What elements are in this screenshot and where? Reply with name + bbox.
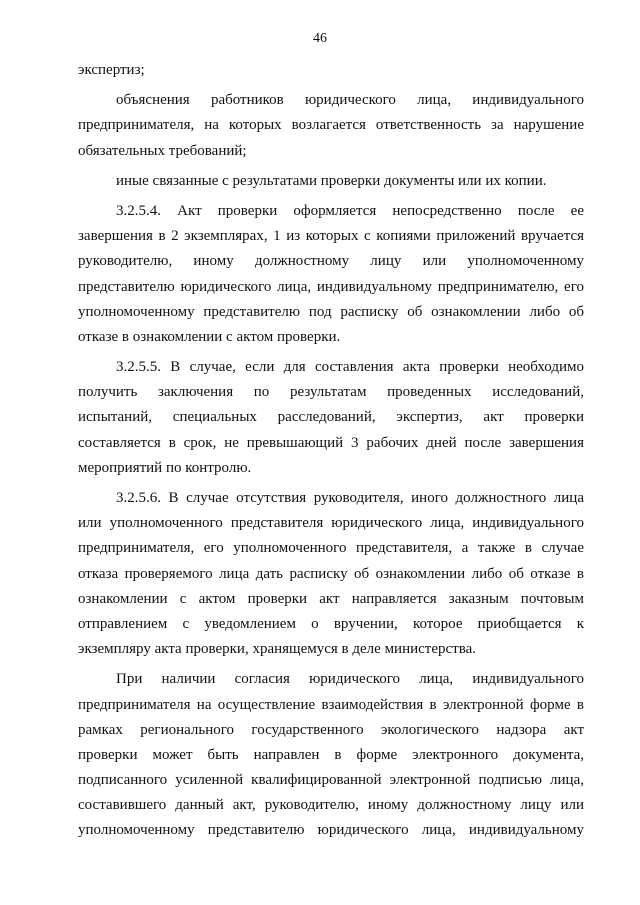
text-line: проверки может быть направлен в форме электронного документа,	[78, 746, 584, 763]
text-line: объяснения работников юридического лица, индивидуального	[116, 92, 584, 109]
text-line: иные связанные с результатами проверки документы или их копии.	[116, 172, 547, 189]
text-line: завершения в 2 экземплярах, 1 из которых с копиями приложений вручается	[78, 228, 584, 245]
text-line: или уполномоченного представителя юридического лица, индивидуального	[78, 515, 584, 532]
text-line: экземпляру акта проверки, хранящемуся в деле министерства.	[78, 641, 477, 658]
text-line: предпринимателя на осуществление взаимодействия в электронной форме в	[78, 696, 584, 713]
text-line: отправлением с уведомлением о вручении, которое приобщается к	[78, 615, 584, 632]
text-line: рамках регионального государственного экологического надзора акт	[78, 721, 584, 738]
paragraph	[78, 486, 584, 662]
text-line: экспертиз;	[78, 62, 145, 78]
text-line: составляется в срок, не превышающий 3 рабочих дней после завершения	[78, 434, 584, 451]
paragraph	[78, 667, 584, 843]
text-line: испытаний, специальных расследований, экспертиз, акт проверки	[78, 409, 584, 426]
text-line: При наличии согласия юридического лица, индивидуального	[116, 671, 584, 688]
paragraph	[78, 199, 584, 350]
document-body	[78, 58, 584, 844]
text-line: ознакомлении с актом проверки акт направляется заказным почтовым	[78, 590, 584, 607]
text-line: уполномоченному представителю юридического лица, индивидуальному	[78, 822, 584, 839]
text-line: представителю юридического лица, индивидуальному предпринимателю, его	[78, 278, 584, 295]
paragraph	[78, 169, 584, 194]
text-line: 3.2.5.5. В случае, если для составления акта проверки необходимо	[116, 359, 584, 376]
text-line: уполномоченному представителю под расписку об ознакомлении либо об	[78, 303, 584, 320]
paragraph	[78, 355, 584, 481]
text-line: обязательных требований;	[78, 142, 247, 159]
text-line: составившего данный акт, руководителю, иному должностному лицу или	[78, 797, 584, 814]
text-line: 3.2.5.4. Акт проверки оформляется непосредственно после ее	[116, 202, 584, 219]
page-number: 46	[313, 31, 327, 46]
text-line: отказе в ознакомлении с актом проверки.	[78, 328, 341, 345]
text-line: 3.2.5.6. В случае отсутствия руководителя, иного должностного лица	[116, 490, 584, 506]
text-line: получить заключения по результатам проведенных исследований,	[78, 384, 584, 401]
text-line: отказа проверяемого лица дать расписку об ознакомлении либо об отказе в	[78, 565, 584, 582]
text-line: подписанного усиленной квалифицированной электронной подписью лица,	[78, 772, 584, 789]
text-line: предпринимателя, на которых возлагается ответственность за нарушение	[78, 117, 584, 134]
text-line: мероприятий по контролю.	[78, 459, 252, 476]
text-line: руководителю, иному должностному лицу или уполномоченному	[78, 253, 584, 270]
paragraph	[78, 88, 584, 164]
text-line: предпринимателя, его уполномоченного представителя, а также в случае	[78, 540, 584, 557]
paragraph	[78, 58, 584, 83]
